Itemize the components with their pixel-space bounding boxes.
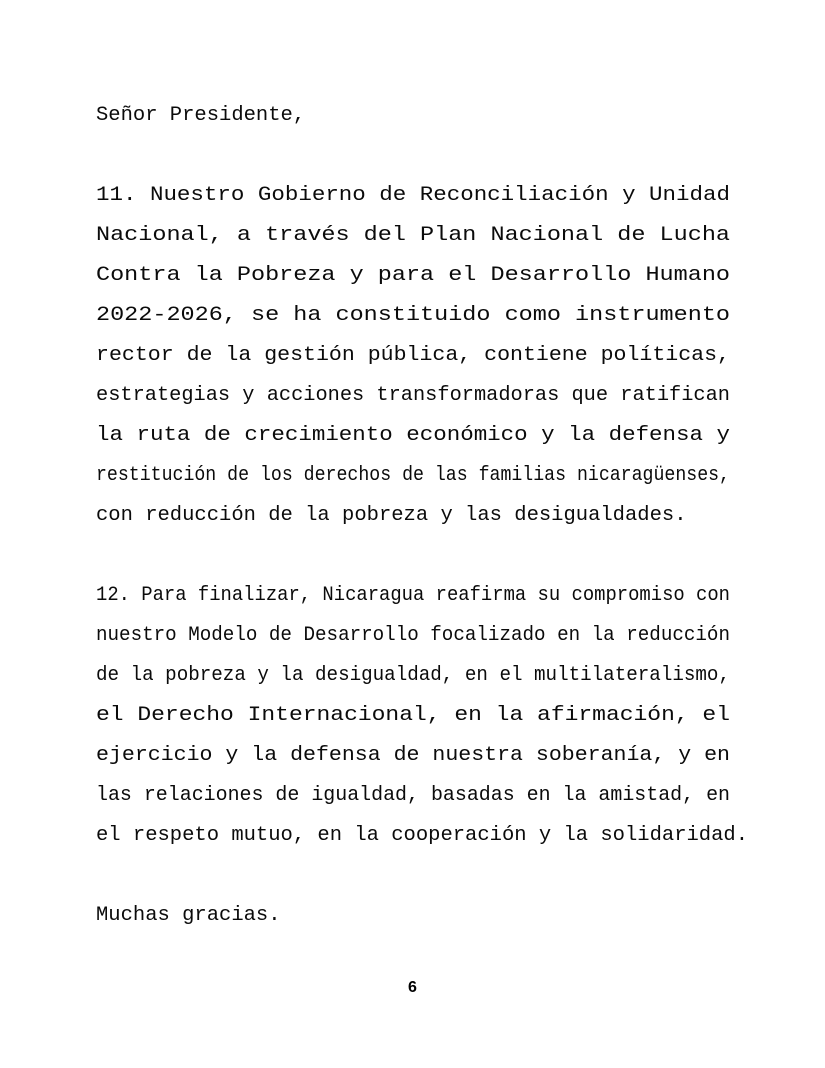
paragraph-11 bbox=[96, 176, 730, 536]
line-text: de la pobreza y la desigualdad, en el multilateralismo, bbox=[96, 664, 730, 687]
paragraph-12 bbox=[96, 576, 749, 856]
paragraph-11-line-3 bbox=[96, 256, 730, 296]
line-text: rector de la gestión pública, contiene políticas, bbox=[96, 344, 731, 367]
document-body bbox=[96, 96, 749, 936]
line-text: ejercicio y la defensa de nuestra soberanía, y en bbox=[96, 744, 731, 767]
paragraph-12-line-2 bbox=[96, 616, 730, 656]
paragraph-11-line-8 bbox=[96, 456, 730, 496]
spacer-between-paragraphs bbox=[96, 536, 730, 576]
paragraph-11-line-4 bbox=[96, 296, 730, 336]
line-text: 12. Para finalizar, Nicaragua reafirma su compromiso con bbox=[96, 584, 731, 607]
line-text: Contra la Pobreza y para el Desarrollo Humano bbox=[96, 264, 730, 287]
salutation-text: Señor Presidente, bbox=[96, 104, 306, 127]
paragraph-12-line-7 bbox=[96, 816, 749, 856]
paragraph-11-line-1 bbox=[96, 176, 730, 216]
paragraph-12-line-1 bbox=[96, 576, 730, 616]
paragraph-11-line-9 bbox=[96, 496, 730, 536]
salutation-block bbox=[96, 96, 730, 136]
line-text: nuestro Modelo de Desarrollo focalizado en la reducción bbox=[96, 624, 730, 647]
paragraph-12-line-4 bbox=[96, 696, 730, 736]
spacer-after-salutation bbox=[96, 136, 730, 176]
line-text: 11. Nuestro Gobierno de Reconciliación y Unidad bbox=[96, 184, 730, 207]
paragraph-12-line-5 bbox=[96, 736, 730, 776]
line-text: la ruta de crecimiento económico y la defensa y bbox=[96, 424, 730, 447]
closing-text: Muchas gracias. bbox=[96, 904, 281, 927]
spacer-before-closing bbox=[96, 856, 730, 896]
closing-line bbox=[96, 896, 730, 936]
line-text: las relaciones de igualdad, basadas en la amistad, en bbox=[96, 784, 731, 807]
paragraph-12-line-3 bbox=[96, 656, 730, 696]
line-text: el Derecho Internacional, en la afirmación, el bbox=[96, 704, 731, 727]
line-text: 2022-2026, se ha constituido como instrumento bbox=[96, 304, 730, 327]
line-text: estrategias y acciones transformadoras que ratifican bbox=[96, 384, 730, 407]
paragraph-11-line-6 bbox=[96, 376, 730, 416]
closing-block bbox=[96, 896, 730, 936]
paragraph-11-line-7 bbox=[96, 416, 730, 456]
paragraph-11-line-2 bbox=[96, 216, 730, 256]
page-number: 6 bbox=[408, 979, 417, 996]
line-text: el respeto mutuo, en la cooperación y la solidaridad. bbox=[96, 824, 749, 847]
line-text: Nacional, a través del Plan Nacional de Lucha bbox=[96, 224, 730, 247]
salutation-line bbox=[96, 96, 730, 136]
paragraph-11-line-5 bbox=[96, 336, 730, 376]
paragraph-12-line-6 bbox=[96, 776, 730, 816]
line-text: restitución de los derechos de las familias nicaragüenses, bbox=[96, 464, 731, 487]
line-text: con reducción de la pobreza y las desigualdades. bbox=[96, 504, 687, 527]
